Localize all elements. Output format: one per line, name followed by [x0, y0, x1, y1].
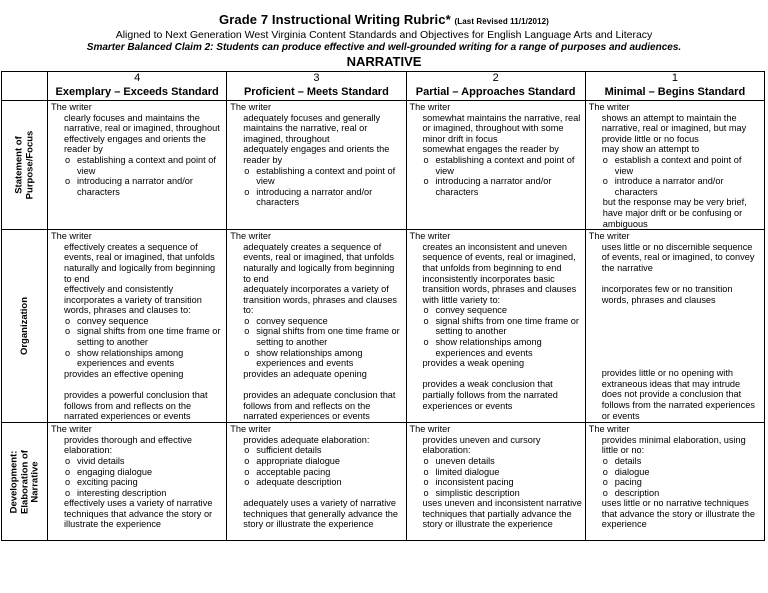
bullet-icon: [589, 242, 602, 274]
purpose-cell-4: [48, 101, 227, 230]
bullet-icon: [51, 369, 64, 380]
criterion: does not provide a conclusion that follows from the narrated experiences or events: [601, 389, 755, 421]
sub-criterion: establishing a context and point of view: [435, 154, 575, 176]
criterion: uses little or no discernible sequence of events, real or imagined, to convey the narrative: [601, 241, 755, 273]
title-text: Grade 7 Instructional Writing Rubric*: [219, 12, 451, 27]
sub-bullet-icon: o: [423, 466, 429, 477]
sub-bullet-icon: o: [602, 154, 608, 165]
bullet-icon: [51, 113, 64, 134]
criterion: somewhat engages the reader by: [422, 144, 559, 155]
writer-label: The writer: [409, 231, 451, 242]
bullet-icon: [230, 498, 243, 530]
sub-criterion: signal shifts from one time frame or setting to another: [77, 326, 221, 348]
row-label-text: Development:: [7, 450, 19, 514]
criterion: adequately creates a sequence of events, real or imagined, that unfolds naturally and logically from beginning to end: [243, 241, 395, 284]
sub-bullet-icon: o: [65, 326, 71, 337]
bullet-icon: [230, 369, 243, 380]
sub-criterion: vivid details: [77, 455, 125, 466]
criterion: somewhat maintains the narrative, real or imagined, throughout with some minor drift in focus: [422, 112, 581, 144]
bullet-icon: [51, 134, 64, 155]
organization-cell-3: [227, 230, 406, 423]
column-header-1: [585, 72, 764, 101]
sub-criterion: show relationships among experiences and events: [435, 337, 542, 358]
bullet-icon: [410, 379, 423, 411]
level-label-1: Minimal – Begins Standard: [604, 86, 746, 98]
column-header-3: [227, 72, 406, 101]
development-cell-2: [406, 423, 585, 541]
bullet-icon: [230, 390, 243, 422]
score-4: 4: [134, 72, 141, 84]
sub-criterion: adequate description: [256, 477, 342, 488]
writer-label: The writer: [230, 231, 272, 242]
sub-criterion: show relationships among experiences and events: [77, 347, 184, 369]
sub-bullet-icon: o: [244, 186, 250, 197]
sub-criterion: sufficient details: [256, 445, 322, 456]
sub-criterion: inconsistent pacing: [435, 477, 514, 488]
sub-criterion: establishing a context and point of view: [77, 154, 216, 176]
genre-heading: NARRATIVE: [346, 54, 422, 69]
criterion: provides thorough and effective elaboration:: [64, 434, 193, 456]
criterion: provides a powerful conclusion that follows from and reflects on the narrated experiences or events: [64, 390, 208, 422]
level-label-3: Proficient – Meets Standard: [243, 86, 389, 98]
bullet-icon: [230, 144, 243, 165]
sub-bullet-icon: o: [423, 455, 429, 466]
sub-criterion: introducing a narrator and/or characters: [77, 176, 193, 197]
sub-criterion: introducing a narrator and/or characters: [256, 186, 373, 208]
bullet-icon: [230, 435, 243, 446]
bullet-icon: [589, 389, 602, 421]
sub-bullet-icon: o: [244, 347, 250, 358]
writer-label: The writer: [588, 102, 630, 112]
writer-label: The writer: [409, 102, 451, 112]
sub-bullet-icon: o: [244, 466, 250, 477]
sub-bullet-icon: o: [65, 176, 71, 187]
writer-label: The writer: [409, 424, 451, 435]
row-label-text: Elaboration of: [18, 449, 30, 514]
criterion: effectively engages and orients the reader by: [64, 133, 206, 155]
row-label-organization: [2, 230, 48, 423]
bullet-icon: [410, 144, 423, 155]
standards-subtitle: Aligned to Next Generation West Virginia Content Standards and Objectives for English Language Arts and Literacy: [115, 29, 653, 41]
sub-bullet-icon: o: [65, 154, 71, 165]
purpose-cell-3: [227, 101, 406, 230]
sub-bullet-icon: o: [65, 315, 71, 326]
sub-bullet-icon: o: [244, 445, 250, 456]
writer-label: The writer: [51, 102, 92, 112]
bullet-icon: [51, 435, 64, 456]
sub-bullet-icon: o: [423, 337, 429, 348]
sub-bullet-icon: o: [423, 487, 429, 498]
sub-bullet-icon: o: [65, 455, 71, 466]
criterion: adequately focuses and generally maintains the narrative, real or imagined, throughout: [243, 112, 381, 144]
writer-label: The writer: [230, 424, 272, 435]
criterion: provides adequate elaboration:: [243, 434, 370, 445]
sub-bullet-icon: o: [602, 466, 608, 477]
sub-criterion: interesting description: [77, 487, 167, 498]
development-row: [2, 423, 765, 541]
sub-bullet-icon: o: [244, 165, 250, 176]
bullet-icon: [589, 435, 602, 456]
criterion: provides little or no opening with extraneous ideas that may intrude: [601, 368, 741, 389]
score-3: 3: [313, 72, 320, 84]
development-cell-1: [585, 423, 764, 541]
sub-bullet-icon: o: [602, 487, 608, 498]
bullet-icon: [589, 113, 602, 145]
bullet-icon: [410, 498, 423, 530]
criterion: provides a weak opening: [422, 358, 525, 369]
criterion: provides a weak conclusion that partially follows from the narrated experiences or events: [422, 379, 558, 411]
sub-criterion: convey sequence: [256, 315, 328, 326]
score-1: 1: [671, 72, 678, 84]
rubric-table: [1, 71, 765, 541]
criterion: provides an adequate conclusion that follows from and reflects on the narrated experiences or events: [243, 390, 396, 422]
sub-bullet-icon: o: [244, 326, 250, 337]
bullet-icon: [51, 242, 64, 284]
bullet-icon: [410, 113, 423, 145]
criterion: shows an attempt to maintain the narrative, real or imagined, but may provide little or no focus: [601, 112, 747, 144]
bullet-icon: [230, 284, 243, 316]
sub-bullet-icon: o: [65, 477, 71, 488]
sub-criterion: details: [614, 455, 642, 466]
sub-criterion: pacing: [614, 477, 642, 488]
bullet-icon: [230, 113, 243, 145]
row-label-development: [2, 423, 48, 541]
bullet-icon: [230, 242, 243, 284]
criterion: effectively creates a sequence of events, real or imagined, that unfolds naturally and logically from beginning to end: [64, 241, 216, 284]
organization-cell-1: [585, 230, 764, 423]
purpose-cell-2: [406, 101, 585, 230]
row-label-text: Purpose/Focus: [23, 130, 35, 200]
sub-bullet-icon: o: [423, 154, 429, 165]
claim-statement: Smarter Balanced Claim 2: Students can produce effective and well-grounded writing for a range of purposes and audiences.: [86, 42, 682, 53]
sub-criterion: description: [614, 487, 660, 498]
criterion: adequately incorporates a variety of transition words, phrases and clauses to:: [243, 284, 397, 316]
writer-label: The writer: [51, 424, 92, 435]
criterion: provides an adequate opening: [243, 368, 367, 379]
writer-label: The writer: [51, 231, 92, 242]
sub-bullet-icon: o: [244, 315, 250, 326]
sub-criterion: limited dialogue: [435, 466, 500, 477]
level-label-2: Partial – Approaches Standard: [415, 86, 576, 98]
criterion: provides an effective opening: [64, 368, 184, 379]
criterion: inconsistently incorporates basic transition words, phrases and clauses with little variety to:: [422, 273, 577, 305]
bullet-icon: [589, 284, 602, 305]
bullet-icon: [410, 242, 423, 274]
row-label-text: Narrative: [28, 461, 40, 503]
sub-bullet-icon: o: [602, 176, 608, 187]
sub-criterion: convey sequence: [77, 315, 149, 326]
sub-bullet-icon: o: [602, 455, 608, 466]
bullet-icon: [589, 498, 602, 530]
criterion: adequately engages and orients the reader by: [243, 144, 390, 165]
sub-criterion: acceptable pacing: [256, 466, 331, 477]
criterion: provides uneven and cursory elaboration:: [422, 434, 541, 456]
sub-bullet-icon: o: [423, 315, 429, 326]
sub-bullet-icon: o: [65, 466, 71, 477]
criterion: adequately uses a variety of narrative techniques that generally advance the story or illustrate the experience: [243, 498, 399, 530]
sub-bullet-icon: o: [423, 176, 429, 187]
sub-criterion: introduce a narrator and/or characters: [614, 176, 724, 197]
header-row: [2, 72, 765, 101]
criterion: provides minimal elaboration, using little or no:: [601, 434, 746, 456]
document-title: [0, 12, 768, 27]
bullet-icon: [410, 274, 423, 306]
development-cell-3: [227, 423, 406, 541]
row-label-text: Statement of: [13, 136, 24, 194]
sub-bullet-icon: o: [602, 477, 608, 488]
sub-criterion: engaging dialogue: [77, 466, 153, 477]
column-header-2: [406, 72, 585, 101]
development-cell-4: [48, 423, 227, 541]
bullet-icon: [51, 498, 64, 530]
organization-row: [2, 230, 765, 423]
writer-label: The writer: [230, 102, 272, 112]
sub-bullet-icon: o: [244, 477, 250, 488]
bullet-icon: [51, 390, 64, 422]
corner-cell: [2, 72, 48, 101]
bullet-icon: [410, 435, 423, 456]
criterion: effectively uses a variety of narrative techniques that advance the story or illustrate the experience: [64, 498, 213, 530]
bullet-icon: [51, 284, 64, 316]
sub-criterion: establishing a context and point of view: [256, 165, 396, 187]
bullet-icon: [589, 144, 602, 155]
sub-criterion: establish a context and point of view: [614, 154, 742, 176]
sub-bullet-icon: o: [423, 477, 429, 488]
organization-cell-4: [48, 230, 227, 423]
score-2: 2: [492, 72, 499, 84]
organization-cell-2: [406, 230, 585, 423]
writer-label: The writer: [588, 424, 630, 435]
criterion: effectively and consistently incorporates a variety of transition words, phrases and clauses to:: [64, 284, 202, 316]
writer-label: The writer: [588, 231, 630, 242]
sub-criterion: exciting pacing: [77, 477, 138, 488]
sub-bullet-icon: o: [244, 455, 250, 466]
sub-bullet-icon: o: [65, 487, 71, 498]
sub-bullet-icon: o: [65, 347, 71, 358]
sub-criterion: convey sequence: [435, 305, 508, 316]
sub-criterion: appropriate dialogue: [256, 455, 341, 466]
row-label-text: Organization: [18, 297, 30, 356]
criterion: uses little or no narrative techniques that advance the story or illustrate the experience: [601, 498, 755, 530]
sub-criterion: dialogue: [614, 466, 650, 477]
sub-criterion: signal shifts from one time frame or setting to another: [435, 315, 579, 337]
criterion: clearly focuses and maintains the narrative, real or imagined, throughout: [64, 112, 220, 134]
level-label-4: Exemplary – Exceeds Standard: [55, 86, 219, 98]
sub-criterion: uneven details: [435, 455, 495, 466]
purpose-row: [2, 101, 765, 230]
sub-bullet-icon: o: [423, 305, 429, 316]
criterion: may show an attempt to: [601, 144, 700, 155]
criterion: incorporates few or no transition words, phrases and clauses: [601, 284, 733, 305]
bullet-icon: [589, 368, 602, 389]
criterion: creates an inconsistent and uneven sequence of events, real or imagined, that unfolds from beginning to end: [422, 241, 576, 273]
bullet-icon: [410, 358, 423, 369]
sub-criterion: introducing a narrator and/or characters: [435, 176, 552, 197]
column-header-4: [48, 72, 227, 101]
sub-criterion: show relationships among experiences and events: [256, 347, 363, 369]
purpose-cell-1: [585, 101, 764, 230]
revision-date: (Last Revised 11/1/2012): [454, 17, 549, 26]
criterion: uses uneven and inconsistent narrative techniques that partially advance the story or illustrate the experience: [422, 498, 582, 530]
row-label-purpose: [2, 101, 48, 230]
criterion-note: but the response may be very brief, have major drift or be confusing or ambiguous: [602, 197, 747, 229]
sub-criterion: simplistic description: [435, 487, 520, 498]
sub-criterion: signal shifts from one time frame or setting to another: [256, 326, 400, 348]
